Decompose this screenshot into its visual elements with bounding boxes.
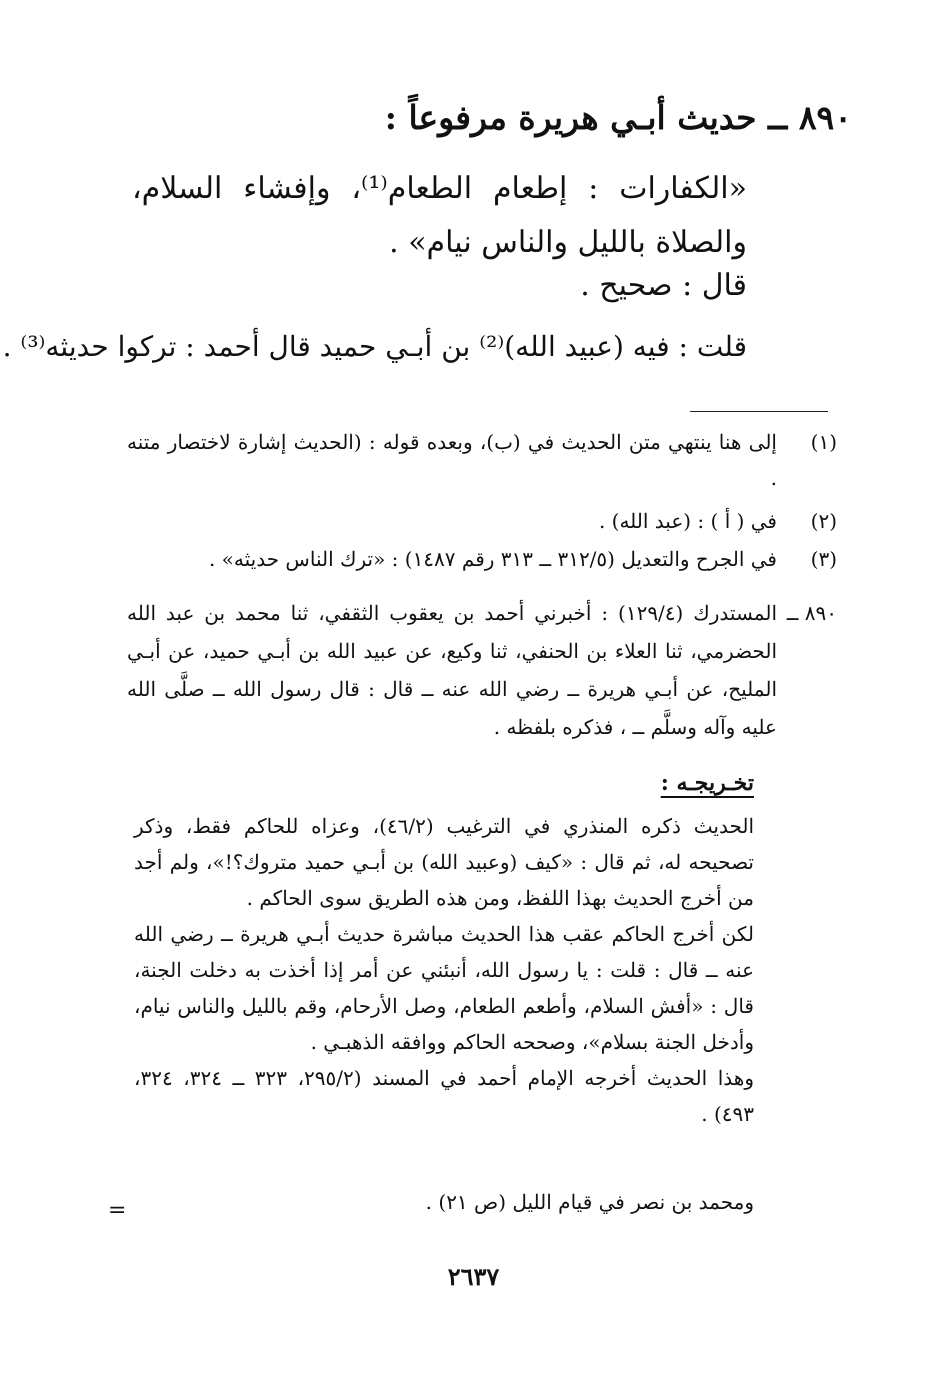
takhrij-heading: تخـريجـه : xyxy=(660,770,754,796)
takhrij-paragraph: الحديث ذكره المنذري في الترغيب (٤٦/٢)، وعزاه للحاكم فقط، وذكر تصحيحه له، ثم قال : «كيف (وعبيد الله) بن أبـي حميد متروك؟!»، ولم أجد من أخرج الحديث بهذا اللفظ، ومن هذه الطريق سوى الحاكم . xyxy=(134,814,755,910)
page-number: ٢٦٣٧ xyxy=(447,1262,500,1291)
continuation-mark: = xyxy=(108,1198,127,1223)
footnote-text: في ( أ ) : (عبد الله) . xyxy=(598,509,777,533)
ruling-qala: قال : صحيح . xyxy=(580,268,747,303)
takhrij-paragraph: وهذا الحديث أخرجه الإمام أحمد في المسند (٢٩٥/٢، ٣٢٣ ــ ٣٢٤، ٣٢٤، ٤٩٣) . xyxy=(134,1066,754,1126)
footnote-number: (١) xyxy=(810,430,837,454)
hadith-text: «الكفارات : إطعام الطعام⁽¹⁾، وإفشاء السلام، والصلاة بالليل والناس نيام» . xyxy=(132,171,747,260)
takhrij-paragraph: لكن أخرج الحاكم عقب هذا الحديث مباشرة حديث أبـي هريرة ــ رضي الله عنه ــ قال : قلت : يا رسول الله، أنبئني عن أمر إذا أخذت به دخلت الجنة، قال : «أفش السلام، وأطعم الطعام، وصل الأرحام، وقم بالليل والناس نيام، وأدخل الجنة بسلام»، وصححه الحاكم ووافقه الذهبـي . xyxy=(134,922,754,1054)
footnote-2 xyxy=(127,503,837,539)
footnote-number: (٢) xyxy=(810,509,837,533)
source-note xyxy=(127,594,837,746)
source-text: المستدرك (١٢٩/٤) : أخبرني أحمد بن يعقوب الثقفي، ثنا محمد بن عبد الله الحضرمي، ثنا العلاء بن الحنفي، ثنا وكيع، عن عبيد الله بن أبـي حميد، عن أبـي المليح، عن أبـي هريرة ــ رضي الله عنه ــ قال : قال رسول الله ــ صلَّى الله عليه وآله وسلَّم ــ ، فذكره بلفظه . xyxy=(127,601,777,739)
ruling-qultu: قلت : فيه (عبيد الله)⁽²⁾ بن أبـي حميد قال أحمد : تركوا حديثه⁽³⁾ . xyxy=(2,330,747,363)
footnote-1 xyxy=(127,424,837,496)
footnote-number: (٣) xyxy=(810,547,837,571)
footnote-text: إلى هنا ينتهي متن الحديث في (ب)، وبعده قوله : (الحديث إشارة لاختصار متنه . xyxy=(127,430,777,490)
takhrij-body xyxy=(134,808,754,1132)
footnote-text: في الجرح والتعديل (٣١٢/٥ ــ ٣١٣ رقم ١٤٨٧) : «ترك الناس حديثه» . xyxy=(208,547,777,571)
takhrij-last-line: ومحمد بن نصر في قيام الليل (ص ٢١) . xyxy=(425,1190,754,1214)
source-number: ٨٩٠ ــ xyxy=(786,601,837,625)
footnote-divider xyxy=(690,411,828,412)
hadith-title: ٨٩٠ ــ حديث أبـي هريرة مرفوعاً : xyxy=(384,98,852,137)
footnote-3 xyxy=(127,541,837,577)
